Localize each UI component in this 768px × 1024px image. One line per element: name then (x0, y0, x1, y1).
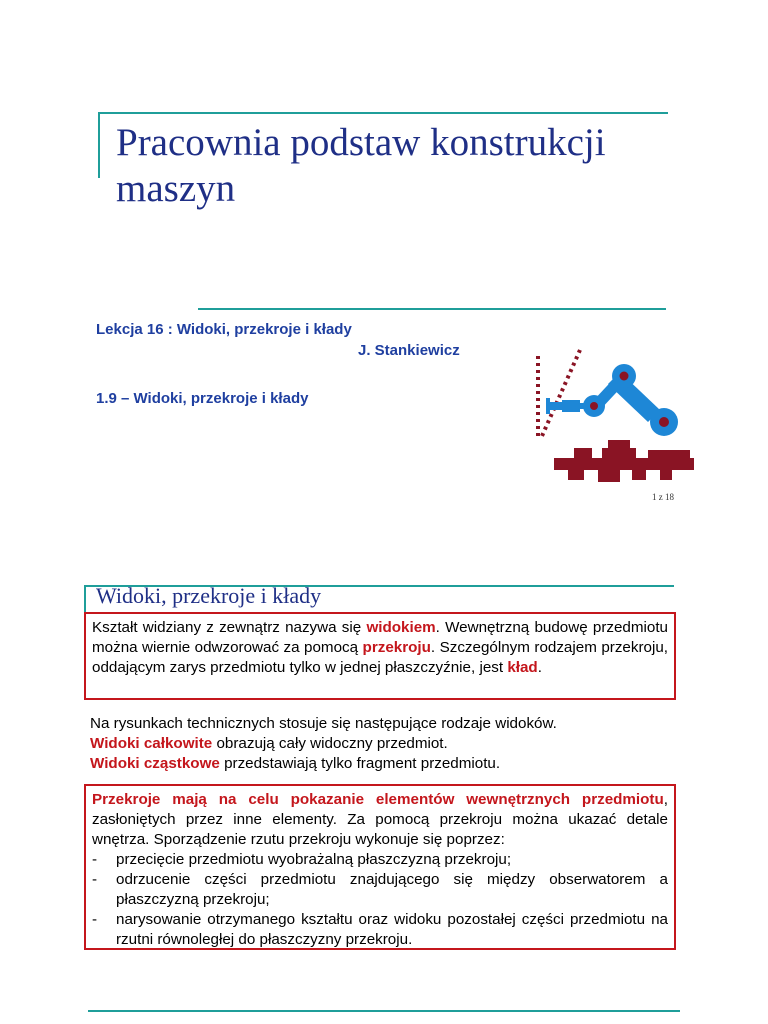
bottom-rule (88, 1010, 680, 1012)
section-heading: 1.9 – Widoki, przekroje i kłady (96, 390, 309, 407)
slide2-title: Widoki, przekroje i kłady (96, 583, 322, 608)
keyword-widoki-czastkowe: Widoki cząstkowe (90, 755, 220, 772)
title-rule-vertical (98, 112, 100, 178)
sections-rest: , zasłoniętych przez inne elementy. Za pomocą przekroju można ukazać detale wnętrza. Sporządzenie rzutu przekroju wykonuje się poprzez: (92, 791, 668, 848)
keyword-klad: kład (507, 659, 538, 676)
definition-text-3: . Szczególnym rodzajem przekroju, oddającym zarys przedmiotu tylko w jednej płaszczyźnie, jest (92, 639, 668, 676)
list-bullet: - (92, 911, 98, 928)
industrial-robot-icon (528, 348, 696, 484)
views-partial-line (90, 754, 680, 774)
subtitle-rule (198, 308, 666, 310)
keyword-przekroj: przekroju (362, 639, 431, 656)
list-item-text: narysowanie otrzymanego kształtu oraz widoku pozostałej części przedmiotu na rzutni równoległej do płaszczyzny przekroju. (116, 911, 668, 948)
sections-lead: Przekroje mają na celu pokazanie elementów wewnętrznych przedmiotu (92, 791, 664, 808)
definition-text-4: . (537, 659, 542, 676)
author-name: J. Stankiewicz (358, 342, 460, 359)
list-item-text: odrzucenie części przedmiotu znajdującego się między obserwatorem a płaszczyzną przekroju; (116, 871, 668, 908)
list-item (92, 870, 668, 910)
keyword-widoki-calkowite: Widoki całkowite (90, 735, 213, 752)
views-intro: Na rysunkach technicznych stosuje się następujące rodzaje widoków. (90, 715, 557, 732)
page-number: 1 z 18 (652, 492, 674, 502)
title-rule-horizontal (98, 112, 668, 114)
sections-intro (92, 790, 668, 850)
views-paragraph (90, 714, 680, 774)
views-partial-text: przedstawiają tylko fragment przedmiotu. (219, 755, 501, 772)
views-full-text: obrazują cały widoczny przedmiot. (212, 735, 448, 752)
list-item-text: przecięcie przedmiotu wyobrażalną płaszczyzną przekroju; (116, 851, 512, 868)
sections-box (84, 784, 676, 950)
list-bullet: - (92, 871, 98, 888)
views-full-line (90, 734, 680, 754)
list-item (92, 910, 668, 950)
keyword-widok: widokiem (366, 619, 436, 636)
definition-box (84, 612, 676, 700)
slide-title: Pracownia podstaw konstrukcji maszyn (116, 121, 606, 210)
definition-text-2: . Wewnętrzną budowę przedmiotu można wiernie odwzorować za pomocą (92, 619, 669, 656)
list-item (92, 850, 668, 870)
slide2-rule-vertical (84, 585, 86, 613)
definition-text-1: Kształt widziany z zewnątrz nazywa się (92, 619, 367, 636)
list-bullet: - (92, 851, 98, 868)
lesson-heading: Lekcja 16 : Widoki, przekroje i kłady (96, 321, 352, 338)
